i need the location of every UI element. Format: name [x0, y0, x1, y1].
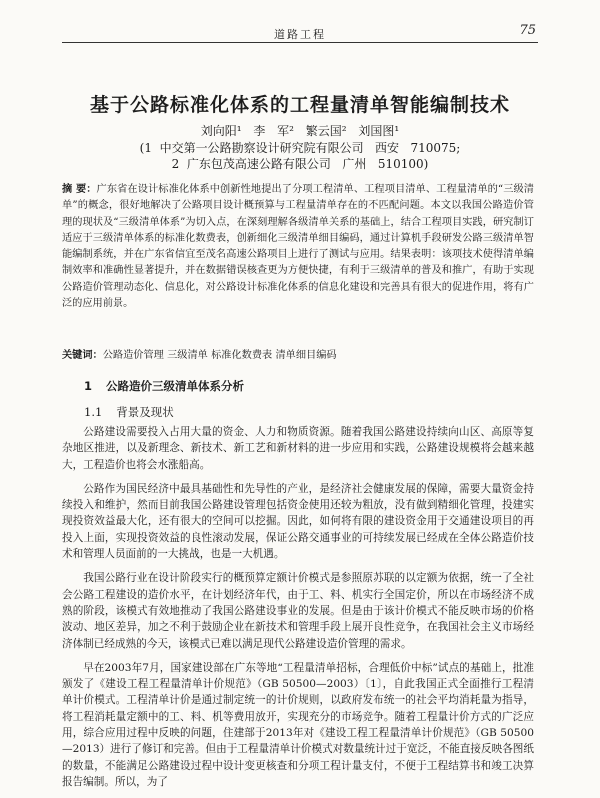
abstract-text: 广东省在设计标准化体系中创新性地提出了分项工程清单、工程项目清单、工程量清单的“三级清单”的概念，很好地解决了公路项目设计概预算与工程量清单存在的不匹配问题。本文以我国公路造价管理的现状及“三级清单体系”为切入点，在深刻理解各级清单关系的基础上，结合工程项目实践，研究制订适应于三级清单体系的标准化数费表，创新细化三级清单细目编码，通过计算机手段研发公路三级清单智能编制系统，并在广东省信宜至茂名高速公路项目上进行了测试与应用。结果表明：该项技术使得清单编制效率和准确性显著提升，并在数据错误核查更为方便快捷，有利于三级清单的普及和推广，有助于实现公路造价管理动态化、信息化，对公路设计标准化体系的信息化建设和完善具有很大的促进作用，将有广泛的应用前景。 — [62, 184, 534, 310]
subsection-title: 背景及现状 — [116, 405, 174, 419]
journal-name: 道路工程 — [274, 28, 326, 41]
affiliation-2: 2 广东包茂高速公路有限公司 广州 510100) — [171, 157, 429, 171]
paragraph: 公路建设需要投入占用大量的资金、人力和物质资源。随着我国公路建设持续向山区、高原等复杂地区推进，以及新理念、新技术、新工艺和新材料的进一步应用和实践，公路建设规模将会越来越大，工程造价也将会水涨船高。 — [62, 426, 534, 471]
keywords — [62, 346, 534, 361]
paragraph: 公路作为国民经济中最具基础性和先导性的产业，是经济社会健康发展的保障，需要大量资金持续投入和维护，然而目前我国公路建设管理包括资金使用还较为粗放，没有做到精细化管理，投建实现投资效益最大化，还有很大的空间可以挖掘。因此，如何将有限的建设资金用于交通建设项目的再投入上面，实现投资效益的良性滚动发展，保证公路交通事业的可持续发展已经成在全体公路造价技术和管理人员面前的一大挑战，也是一大机遇。 — [62, 482, 534, 561]
section-heading-1 — [84, 378, 244, 394]
subsection-number: 1.1 — [84, 405, 103, 419]
author-list: 刘向阳¹ 李 军² 繁云国² 刘国图¹ — [200, 124, 400, 138]
paper-title: 基于公路标准化体系的工程量清单智能编制技术 — [89, 94, 510, 116]
keywords-text: 公路造价管理 三级清单 标准化数费表 清单细目编码 — [102, 350, 337, 361]
page-number: 75 — [519, 23, 536, 38]
paragraph: 我国公路行业在设计阶段实行的概预算定额计价模式是参照原苏联的以定额为依据，统一了全社会公路工程建设的造价水平，在计划经济年代，由于工、料、机实行全国定价，所以在市场经济不成熟的阶段，该模式有效地推动了我国公路建设事业的发展。但是由于该计价模式不能反映市场的价格波动、地区差异，加之不利于鼓励企业在新技术和管理手段上展开良性竞争，在我国社会主义市场经济体制已经成熟的今天，该模式已难以满足现代公路建设造价管理的需求。 — [62, 572, 534, 650]
subsection-heading-1-1 — [84, 404, 174, 420]
section-title: 公路造价三级清单体系分析 — [106, 379, 245, 393]
running-header — [62, 23, 538, 43]
paragraph: 早在2003年7月，国家建设部在广东等地“工程量清单招标，合理低价中标”试点的基础上，批准颁发了《建设工程工程量清单计价规范》（GB 50500—2003）〔1〕，自此我国正式全面推行工程清单计价模式。工程清单计价是通过制定统一的计价规则，以政府发布统一的社会平均消耗量为指导，将工程消耗量定额中的工、料、机等费用放开，实现充分的市场竞争。随着工程量计价方式的广泛应用，综合应用过程中反映的问题，住建部于2013年对《建设工程工程量清单计价规范》（GB 50500—2013）进行了修订和完善。但由于工程量清单计价模式对数量统计过于宽泛，不能直接反映各图纸的数量，不能满足公路建设过程中设计变更核查和分项工程计量支付，不便于工程结算书和竣工决算报告编制。所以，为了 — [62, 661, 534, 788]
abstract-label: 摘 要： — [62, 184, 97, 195]
keywords-label: 关键词： — [62, 350, 103, 361]
body-text — [62, 424, 534, 798]
affiliation-1: (1 中交第一公路勘察设计研究院有限公司 西安 710075; — [139, 141, 461, 155]
abstract — [62, 182, 534, 312]
section-number: 1 — [84, 379, 93, 393]
